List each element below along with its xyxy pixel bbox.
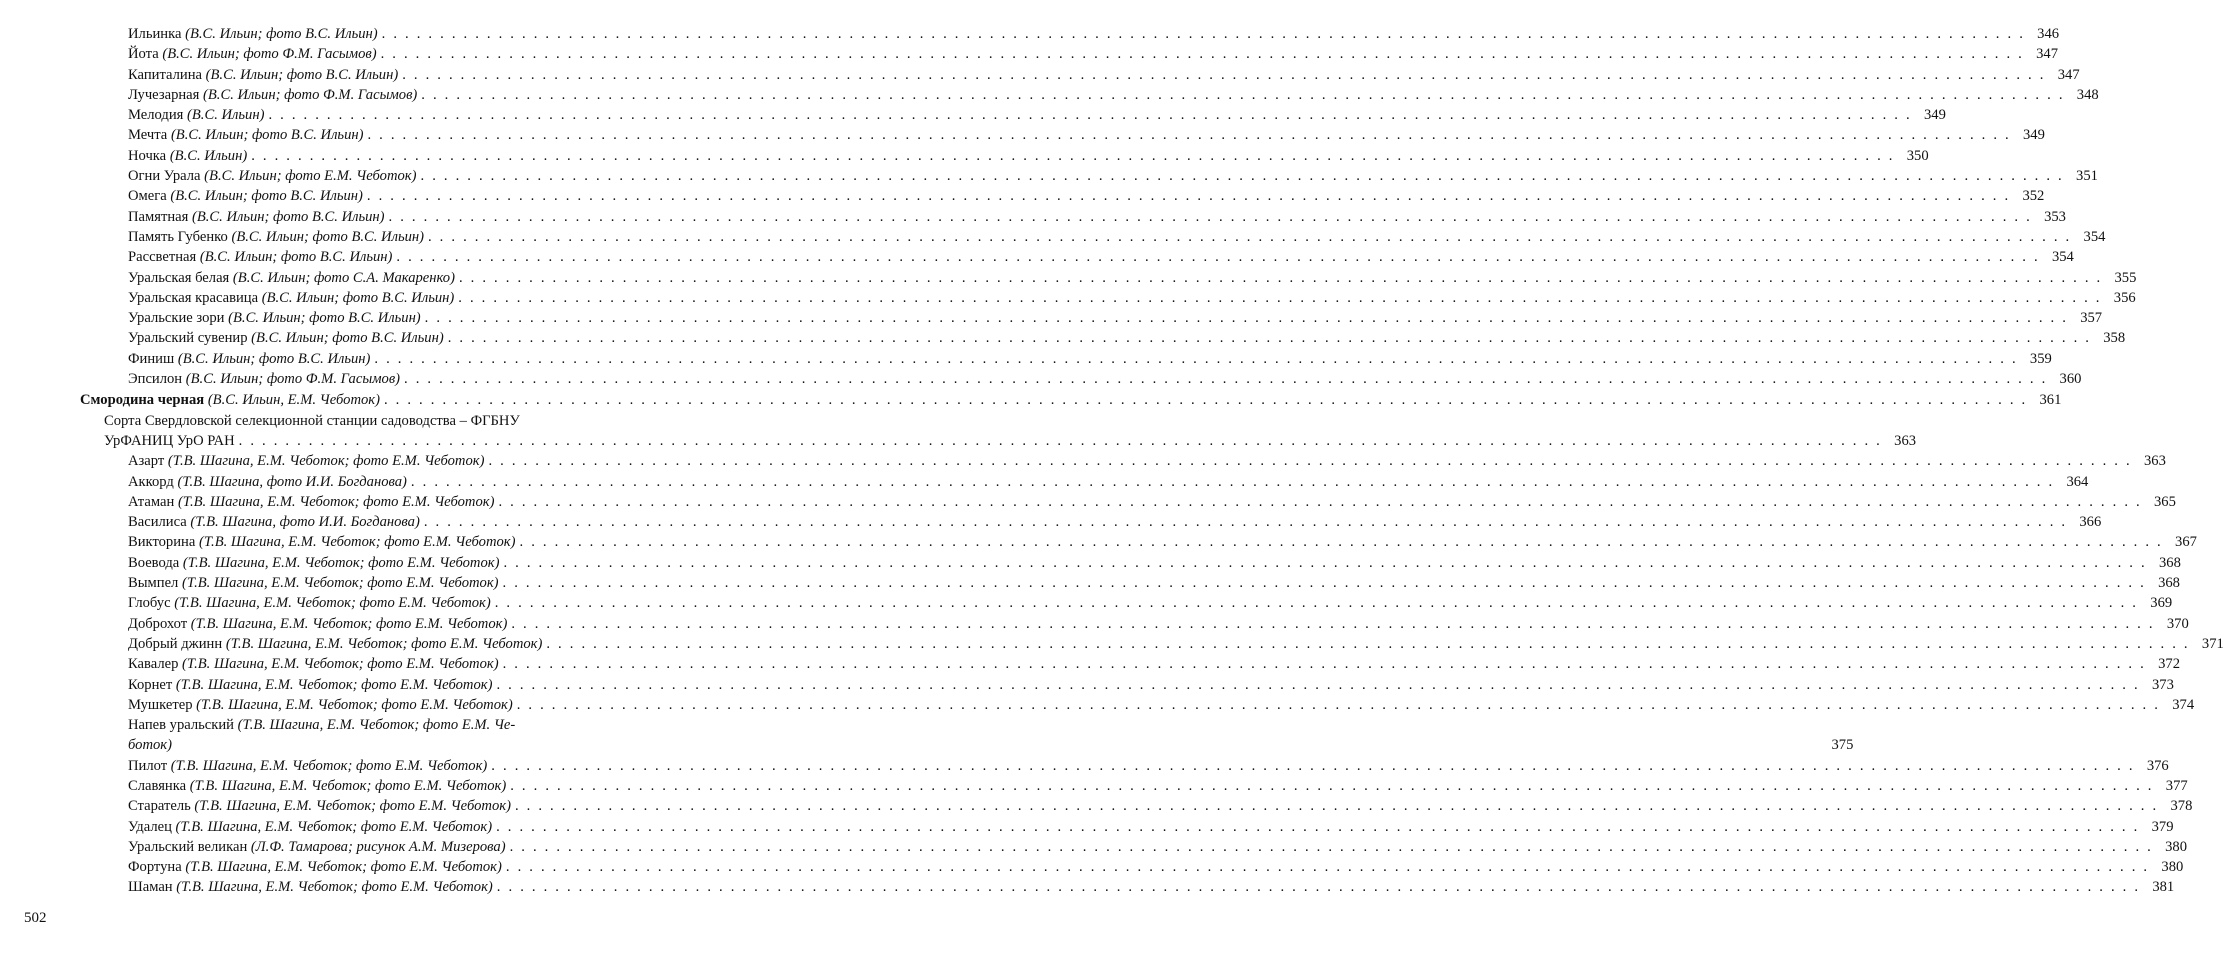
entry-name: Эпсилон [128, 371, 183, 388]
toc-section-entry [80, 390, 2062, 410]
leader-dots [251, 146, 1894, 166]
entry-page: 349 [2023, 127, 2045, 144]
entry-name: Мечта [128, 127, 168, 144]
toc-entry [80, 349, 2052, 369]
entry-page: 373 [2151, 676, 2174, 693]
leader-dots [506, 857, 2149, 877]
entry-page: 357 [2080, 310, 2103, 327]
entry-title [128, 472, 407, 492]
entry-title [128, 268, 455, 288]
entry-page: 359 [2029, 350, 2052, 367]
subsection-line-1: Сорта Свердловской селекционной станции садоводства – ФГБНУ [104, 412, 520, 429]
entry-page: 374 [2172, 696, 2195, 713]
toc-entry [80, 146, 1929, 166]
leader-dots [367, 125, 2010, 145]
entry-name: Мушкетер [128, 696, 193, 713]
entry-title [128, 24, 378, 44]
leader-dots [404, 369, 2047, 389]
entry-authors: (Т.В. Шагина, Е.М. Чеботок; фото Е.М. Чеботок) [185, 859, 502, 876]
entry-name: Уральский сувенир [128, 330, 248, 347]
entry-title [128, 857, 502, 877]
entry-title [128, 817, 492, 837]
entry-authors: (В.С. Ильин; фото В.С. Ильин) [261, 289, 455, 306]
entry-name: Мелодия [128, 107, 184, 124]
toc-entry [80, 512, 2102, 532]
entry-name: Аккорд [128, 473, 174, 490]
leader-dots [503, 573, 2146, 593]
entry-authors: (Т.В. Шагина, Е.М. Чеботок; фото Е.М. Чеботок) [177, 493, 495, 510]
toc-entry [80, 796, 2193, 816]
toc-entry [80, 756, 2169, 776]
leader-dots [411, 472, 2054, 492]
entry-title [128, 614, 507, 634]
leader-dots [546, 634, 2189, 654]
entry-page: 351 [2076, 168, 2098, 185]
toc-entry [80, 105, 1946, 125]
entry-page: 371 [2201, 635, 2224, 652]
entry-title [128, 776, 506, 796]
entry-page: 367 [2175, 534, 2197, 551]
entry-authors: (Т.В. Шагина, Е.М. Чеботок; фото Е.М. Чеботок) [190, 615, 508, 632]
entry-authors: (В.С. Ильин; фото В.С. Ильин) [192, 208, 385, 225]
entry-name: Рассветная [128, 249, 197, 266]
entry-page: 365 [2153, 493, 2176, 510]
toc-entry [80, 44, 2058, 64]
subsection-page: 363 [1894, 432, 1917, 449]
entry-authors: (Т.В. Шагина, Е.М. Чеботок; фото Е.М. Чеботок) [182, 575, 499, 592]
leader-dots [491, 756, 2134, 776]
toc-entry [80, 776, 2188, 796]
entry-authors: (Т.В. Шагина, Е.М. Чеботок; фото Е.М. Чеботок) [225, 635, 543, 652]
entry-authors: (В.С. Ильин; фото В.С. Ильин) [170, 188, 363, 205]
entry-authors: (Т.В. Шагина, фото И.И. Богданова) [177, 473, 407, 490]
entry-name: Василиса [128, 514, 187, 531]
entry-authors: (В.С. Ильин) [169, 147, 248, 164]
entry-authors: (Т.В. Шагина, фото И.И. Богданова) [190, 514, 420, 531]
wrapped-authors-1: (Т.В. Шагина, Е.М. Чеботок; фото Е.М. Че- [237, 717, 516, 734]
toc-subsection-entry [80, 411, 1917, 452]
leader-dots [496, 675, 2139, 695]
entry-name: Уральские зори [128, 310, 225, 327]
entry-title [128, 227, 424, 247]
page-number: 502 [24, 910, 47, 926]
leader-dots [503, 553, 2146, 573]
entry-title [128, 756, 487, 776]
entry-name: Уральская белая [128, 269, 230, 286]
entry-authors: (Л.Ф. Тамарова; рисунок А.М. Мизерова) [250, 838, 506, 855]
leader-dots [495, 593, 2138, 613]
entry-page: 376 [2146, 757, 2169, 774]
entry-title [128, 796, 511, 816]
entry-authors: (В.С. Ильин; фото В.С. Ильин) [228, 310, 421, 327]
entry-title [128, 308, 421, 328]
wrapped-page: 375 [1831, 737, 1854, 754]
leader-dots [421, 166, 2064, 186]
leader-dots [510, 776, 2153, 796]
leader-dots [428, 227, 2071, 247]
entry-title [128, 207, 385, 227]
entry-name: Кавалер [128, 656, 179, 673]
entry-authors: (В.С. Ильин; фото Е.М. Чеботок) [204, 168, 417, 185]
entry-page: 354 [2051, 249, 2074, 266]
entry-title [128, 634, 542, 654]
toc-entry [80, 288, 2136, 308]
entry-title [128, 512, 420, 532]
leader-dots [498, 492, 2141, 512]
entry-title [128, 593, 491, 613]
entry-authors: (Т.В. Шагина, Е.М. Чеботок; фото Е.М. Чеботок) [175, 676, 493, 693]
leader-dots [496, 817, 2139, 837]
entry-title [128, 675, 492, 695]
entry-title [128, 125, 363, 145]
subsection-line-2: УрФАНИЦ УрО РАН [104, 432, 235, 449]
entry-authors: (В.С. Ильин; фото С.А. Макаренко) [232, 269, 455, 286]
leader-dots [511, 614, 2154, 634]
entry-title [128, 44, 377, 64]
toc-entry [80, 817, 2174, 837]
section-title [80, 390, 380, 410]
entry-name: Капиталина [128, 66, 202, 83]
leader-dots [396, 247, 2039, 267]
entry-authors: (В.С. Ильин; фото В.С. Ильин) [205, 66, 399, 83]
entry-page: 347 [2036, 46, 2058, 63]
toc-entry [80, 532, 2197, 552]
entry-name: Старатель [128, 798, 191, 815]
toc-entry [80, 268, 2137, 288]
entry-authors: (В.С. Ильин; фото В.С. Ильин) [185, 26, 378, 42]
entry-name: Лучезарная [128, 86, 200, 103]
leader-dots [268, 105, 1911, 125]
entry-authors: (Т.В. Шагина, Е.М. Чеботок; фото Е.М. Чеботок) [182, 656, 499, 673]
leader-dots [382, 24, 2025, 44]
leader-dots [517, 695, 2160, 715]
entry-authors: (В.С. Ильин; фото В.С. Ильин) [199, 249, 393, 266]
entry-title [128, 553, 499, 573]
entry-page: 363 [2143, 453, 2166, 470]
entry-page: 360 [2059, 371, 2082, 388]
entry-authors: (В.С. Ильин; фото В.С. Ильин) [231, 228, 424, 245]
entry-title [128, 328, 444, 348]
leader-dots [384, 390, 2027, 410]
entry-name: Добрый джинн [128, 635, 223, 652]
entry-name: Омега [128, 188, 167, 205]
entry-authors: (Т.В. Шагина, Е.М. Чеботок; фото Е.М. Чеботок) [189, 777, 507, 794]
toc-entry [80, 472, 2089, 492]
entry-name: Воевода [128, 554, 180, 571]
toc-entry [80, 837, 2187, 857]
section-authors: (В.С. Ильин, Е.М. Чеботок) [207, 392, 380, 409]
entry-authors: (В.С. Ильин; фото Ф.М. Гасымов) [185, 371, 401, 388]
toc-entry [80, 166, 2098, 186]
entry-title [128, 65, 398, 85]
entry-authors: (Т.В. Шагина, Е.М. Чеботок; фото Е.М. Чеботок) [196, 696, 513, 713]
toc-entry [80, 573, 2180, 593]
entry-page: 346 [2037, 26, 2060, 42]
leader-dots [367, 186, 2010, 206]
top-items-list [80, 24, 2137, 389]
entry-page: 379 [2151, 818, 2174, 835]
toc-entry [80, 85, 2099, 105]
leader-dots [448, 328, 2091, 348]
entry-name: Славянка [128, 777, 187, 794]
leader-dots [488, 451, 2131, 471]
leader-dots [421, 85, 2064, 105]
entry-authors: (Т.В. Шагина, Е.М. Чеботок; фото Е.М. Чеботок) [167, 453, 485, 470]
entry-title [128, 349, 370, 369]
toc-entry [80, 247, 2074, 267]
entry-page: 355 [2114, 269, 2137, 286]
toc-entry [80, 125, 2045, 145]
subsection-last-line [104, 431, 1917, 451]
entry-name: Фортуна [128, 859, 182, 876]
entry-page: 353 [2044, 208, 2066, 225]
leader-dots [374, 349, 2017, 369]
leader-dots [520, 532, 2163, 552]
entry-title [128, 451, 484, 471]
entry-authors: (В.С. Ильин; фото В.С. Ильин) [177, 350, 371, 367]
entry-title [128, 837, 506, 857]
entry-name: Финиш [128, 350, 175, 367]
toc-entry [80, 24, 2060, 44]
entry-page: 377 [2165, 777, 2188, 794]
section-page: 361 [2039, 392, 2062, 409]
items-a-list [80, 451, 2224, 715]
entry-title [128, 573, 499, 593]
entry-authors: (В.С. Ильин; фото В.С. Ильин) [170, 127, 364, 144]
entry-name: Корнет [128, 676, 173, 693]
toc-entry [80, 451, 2166, 471]
entry-page: 352 [2022, 188, 2045, 205]
entry-page: 350 [1906, 147, 1929, 164]
entry-page: 347 [2057, 66, 2080, 83]
entry-name: Ночка [128, 147, 167, 164]
entry-page: 369 [2150, 595, 2173, 612]
wrapped-last-line [128, 735, 1854, 755]
leader-dots [515, 796, 2158, 816]
leader-dots [381, 44, 2024, 64]
entry-page: 354 [2083, 228, 2106, 245]
entry-authors: (Т.В. Шагина, Е.М. Чеботок; фото Е.М. Чеботок) [182, 554, 500, 571]
entry-name: Памятная [128, 208, 189, 225]
leader-dots [510, 837, 2153, 857]
entry-page: 380 [2161, 859, 2184, 876]
toc-entry [80, 614, 2189, 634]
entry-title [128, 369, 400, 389]
entry-name: Азарт [128, 453, 165, 470]
entry-authors: (В.С. Ильин; фото В.С. Ильин) [251, 330, 444, 347]
entry-title [128, 166, 417, 186]
entry-page: 370 [2166, 615, 2189, 632]
entry-page: 372 [2158, 656, 2180, 673]
entry-page: 378 [2170, 798, 2193, 815]
toc-entry [80, 227, 2106, 247]
entry-title [128, 532, 516, 552]
entry-name: Викторина [128, 534, 196, 551]
entry-title [128, 186, 363, 206]
entry-authors: (В.С. Ильин; фото Ф.М. Гасымов) [162, 46, 377, 63]
entry-title [128, 695, 513, 715]
leader-dots [497, 877, 2140, 897]
section-name: Смородина черная [80, 392, 205, 409]
entry-page: 364 [2066, 473, 2089, 490]
entry-name: Вымпел [128, 575, 179, 592]
entry-title [128, 654, 499, 674]
entry-name: Уральский великан [128, 838, 248, 855]
entry-name: Ильинка [128, 26, 182, 42]
toc-entry [80, 675, 2174, 695]
entry-authors: (Т.В. Шагина, Е.М. Чеботок; фото Е.М. Чеботок) [175, 818, 493, 835]
entry-name: Атаман [128, 493, 175, 510]
leader-dots [459, 268, 2102, 288]
entry-title [128, 146, 247, 166]
entry-page: 368 [2158, 554, 2181, 571]
toc-entry [80, 328, 2126, 348]
entry-page: 348 [2076, 86, 2099, 103]
toc-entry [80, 593, 2173, 613]
entry-title [128, 492, 494, 512]
entry-page: 368 [2158, 575, 2180, 592]
toc-entry [80, 308, 2103, 328]
toc-entry [80, 492, 2176, 512]
entry-authors: (В.С. Ильин) [187, 107, 265, 124]
entry-title [128, 105, 264, 125]
toc-entry [80, 654, 2180, 674]
toc-entry [80, 857, 2184, 877]
toc-entry [80, 207, 2066, 227]
entry-page: 381 [2152, 879, 2175, 896]
entry-authors: (Т.В. Шагина, Е.М. Чеботок; фото Е.М. Чеботок) [176, 879, 493, 896]
leader-dots [239, 431, 1882, 451]
entry-page: 349 [1923, 107, 1946, 124]
leader-dots [389, 207, 2032, 227]
entry-name: Шаман [128, 879, 173, 896]
leader-dots [503, 654, 2146, 674]
wrapped-name: Напев уральский [128, 717, 234, 734]
entry-name: Доброхот [128, 615, 188, 632]
entry-name: Пилот [128, 757, 168, 774]
entry-page: 366 [2079, 514, 2102, 531]
wrapped-authors-2: боток) [128, 737, 172, 754]
entry-title [128, 877, 493, 897]
toc-entry [80, 877, 2175, 897]
entry-authors: (Т.В. Шагина, Е.М. Чеботок; фото Е.М. Чеботок) [174, 595, 491, 612]
leader-dots [424, 512, 2067, 532]
entry-title [128, 247, 392, 267]
entry-authors: (Т.В. Шагина, Е.М. Чеботок; фото Е.М. Чеботок) [198, 534, 516, 551]
entry-title [128, 85, 417, 105]
entry-page: 380 [2165, 838, 2187, 855]
toc-entry [80, 369, 2082, 389]
toc-entry [80, 634, 2224, 654]
entry-name: Огни Урала [128, 168, 201, 185]
entry-name: Йота [128, 46, 159, 63]
toc-entry [80, 186, 2045, 206]
leader-dots [458, 288, 2101, 308]
entry-authors: (Т.В. Шагина, Е.М. Чеботок; фото Е.М. Чеботок) [170, 757, 488, 774]
toc-entry [80, 695, 2195, 715]
entry-name: Удалец [128, 818, 172, 835]
entry-title [128, 288, 454, 308]
toc-wrapped-entry [80, 715, 1854, 756]
toc-entry [80, 553, 2181, 573]
toc-entry [80, 65, 2080, 85]
entry-name: Память Губенко [128, 228, 228, 245]
entry-authors: (Т.В. Шагина, Е.М. Чеботок; фото Е.М. Чеботок) [194, 798, 511, 815]
items-b-list [80, 756, 2193, 898]
entry-name: Глобус [128, 595, 171, 612]
entry-page: 358 [2103, 330, 2126, 347]
wrapped-first-line [128, 715, 612, 735]
entry-page: 356 [2113, 289, 2136, 306]
leader-dots [425, 308, 2068, 328]
table-of-contents [80, 24, 2224, 898]
leader-dots [402, 65, 2045, 85]
entry-authors: (В.С. Ильин; фото Ф.М. Гасымов) [203, 86, 418, 103]
entry-name: Уральская красавица [128, 289, 259, 306]
